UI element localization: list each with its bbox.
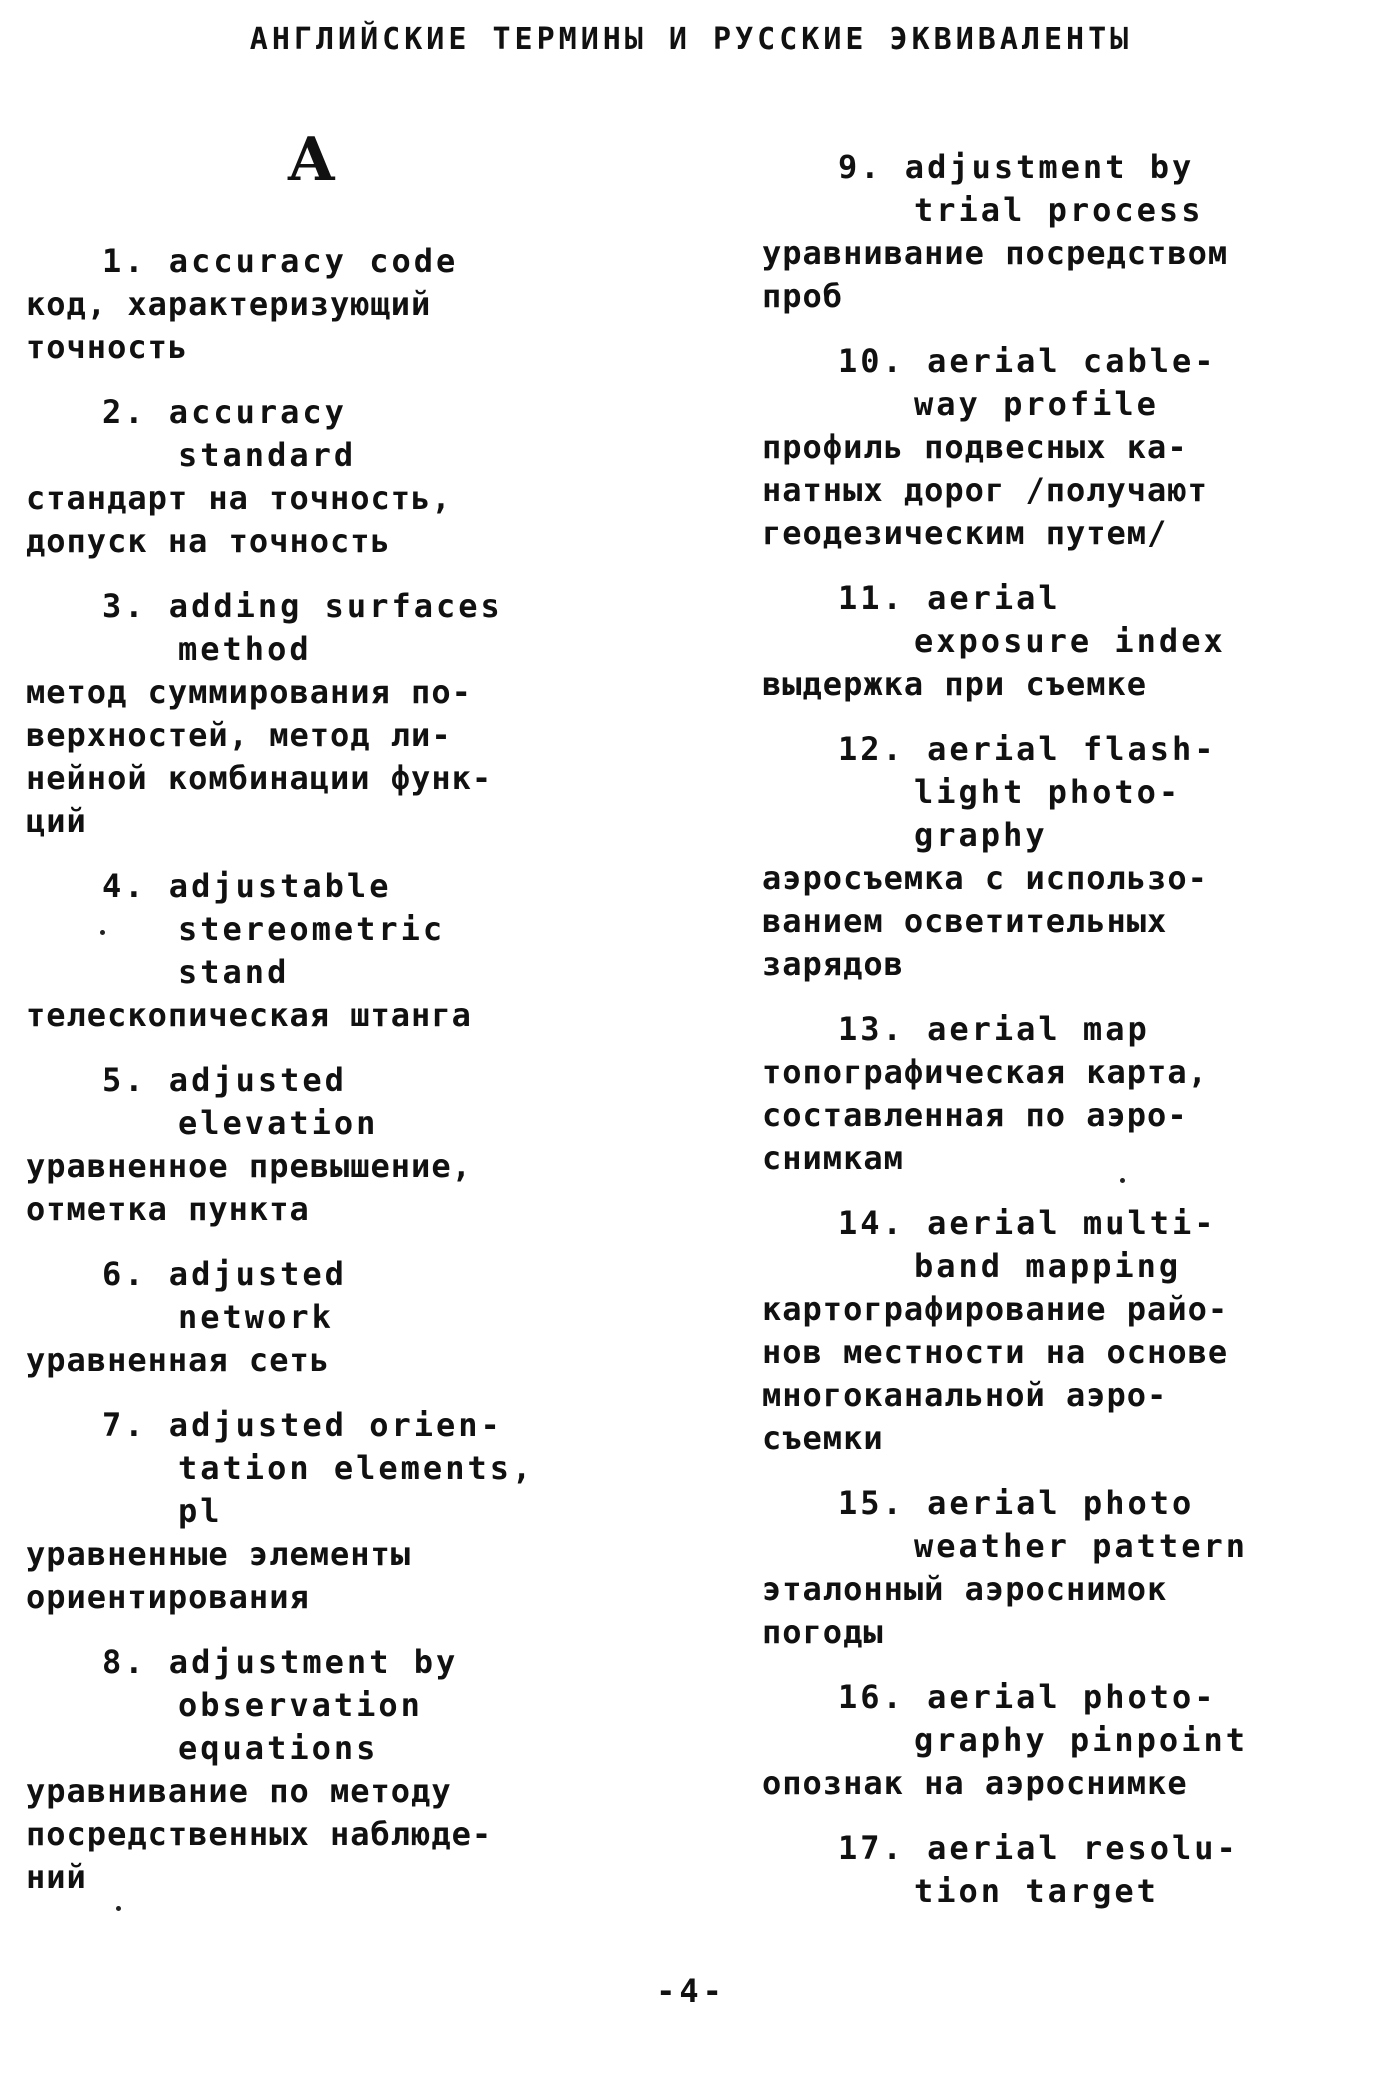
term-line: 7. adjusted orien-: [102, 1406, 503, 1444]
translation-line: уравнивание по методу: [26, 1772, 452, 1810]
translation-line: уравненные элементы: [26, 1535, 412, 1573]
term-line: 10. aerial cable-: [838, 342, 1217, 380]
entry-term: [762, 1008, 1362, 1051]
glossary-entry: [26, 391, 646, 563]
term-line: 5. adjusted: [102, 1061, 347, 1099]
section-letter: A: [288, 125, 335, 195]
glossary-entry: [762, 146, 1362, 318]
translation-line: погоды: [762, 1613, 884, 1651]
term-line: 1. accuracy code: [102, 242, 459, 280]
term-line: graphy pinpoint: [914, 1721, 1248, 1759]
translation-line: отметка пункта: [26, 1190, 310, 1228]
translation-line: уравненное превышение,: [26, 1147, 472, 1185]
term-line: 16. aerial photo-: [838, 1678, 1217, 1716]
left-entry-list: [26, 240, 646, 1899]
glossary-entry: [762, 1008, 1362, 1180]
translation-line: проб: [762, 277, 844, 315]
glossary-entry: [26, 1404, 646, 1619]
translation-line: уравненная сеть: [26, 1341, 330, 1379]
term-line: standard: [178, 436, 357, 474]
term-line: tion target: [914, 1872, 1159, 1910]
glossary-entry: [26, 1253, 646, 1382]
translation-line: многоканальной аэро-: [762, 1376, 1168, 1414]
translation-line: ций: [26, 802, 87, 840]
entry-term: [26, 1404, 646, 1533]
left-column: [26, 120, 646, 1921]
translation-line: код, характеризующий: [26, 285, 432, 323]
translation-line: аэросъемка с использо-: [762, 859, 1208, 897]
entry-term: [26, 1059, 646, 1145]
term-line: equations: [178, 1729, 379, 1767]
entry-term: [26, 240, 646, 283]
term-line: network: [178, 1298, 334, 1336]
entry-term: [26, 391, 646, 477]
translation-line: геодезическим путем/: [762, 514, 1168, 552]
term-line: 2. accuracy: [102, 393, 347, 431]
translation-line: профиль подвесных ка-: [762, 428, 1188, 466]
term-line: 17. aerial resolu-: [838, 1829, 1239, 1867]
term-line: 14. aerial multi-: [838, 1204, 1217, 1242]
glossary-entry: [26, 1641, 646, 1899]
term-line: 15. aerial photo: [838, 1484, 1195, 1522]
translation-line: допуск на точность: [26, 522, 391, 560]
term-line: 12. aerial flash-: [838, 730, 1217, 768]
term-line: 3. adding surfaces: [102, 587, 503, 625]
term-line: method: [178, 630, 312, 668]
right-column: [762, 146, 1362, 1935]
glossary-entry: [762, 340, 1362, 555]
term-line: trial process: [914, 191, 1204, 229]
translation-line: ванием осветительных: [762, 902, 1168, 940]
translation-line: выдержка при съемке: [762, 665, 1148, 703]
translation-line: ний: [26, 1858, 87, 1896]
term-line: weather pattern: [914, 1527, 1248, 1565]
translation-line: верхностей, метод ли-: [26, 716, 452, 754]
translation-line: зарядов: [762, 945, 904, 983]
entry-term: [762, 1482, 1362, 1568]
term-line: stand: [178, 953, 290, 991]
glossary-entry: [762, 728, 1362, 986]
term-line: 13. aerial map: [838, 1010, 1150, 1048]
translation-line: эталонный аэроснимок: [762, 1570, 1168, 1608]
entry-term: [762, 1827, 1362, 1913]
translation-line: картографирование райо-: [762, 1290, 1229, 1328]
translation-line: уравнивание посредством: [762, 234, 1229, 272]
entry-term: [26, 1641, 646, 1770]
right-entry-list: [762, 146, 1362, 1913]
term-line: exposure index: [914, 622, 1226, 660]
entry-term: [26, 865, 646, 994]
term-line: stereometric: [178, 910, 446, 948]
entry-term: [762, 1676, 1362, 1762]
translation-line: нейной комбинации функ-: [26, 759, 493, 797]
glossary-entry: [762, 1676, 1362, 1805]
entry-term: [762, 340, 1362, 426]
glossary-entry: [762, 577, 1362, 706]
translation-line: ориентирования: [26, 1578, 310, 1616]
translation-line: топографическая карта,: [762, 1053, 1208, 1091]
term-line: elevation: [178, 1104, 379, 1142]
translation-line: нов местности на основе: [762, 1333, 1229, 1371]
glossary-entry: [762, 1482, 1362, 1654]
term-line: 6. adjusted: [102, 1255, 347, 1293]
entry-term: [26, 585, 646, 671]
translation-line: точность: [26, 328, 189, 366]
scan-speck: [116, 1906, 121, 1911]
glossary-entry: [26, 585, 646, 843]
translation-line: натных дорог /получают: [762, 471, 1208, 509]
translation-line: составленная по аэро-: [762, 1096, 1188, 1134]
term-line: tation elements,: [178, 1449, 535, 1487]
translation-line: посредственных наблюде-: [26, 1815, 493, 1853]
entry-term: [762, 1202, 1362, 1288]
translation-line: опознак на аэроснимке: [762, 1764, 1188, 1802]
term-line: 4. adjustable: [102, 867, 392, 905]
translation-line: метод суммирования по-: [26, 673, 472, 711]
translation-line: телескопическая штанга: [26, 996, 472, 1034]
term-line: pl: [178, 1492, 223, 1530]
term-line: way profile: [914, 385, 1159, 423]
entry-term: [762, 728, 1362, 857]
page-number: -4-: [656, 1972, 726, 2010]
translation-line: снимкам: [762, 1139, 904, 1177]
glossary-entry: [26, 865, 646, 1037]
translation-line: стандарт на точность,: [26, 479, 452, 517]
term-line: 8. adjustment by: [102, 1643, 459, 1681]
entry-term: [762, 577, 1362, 663]
term-line: band mapping: [914, 1247, 1182, 1285]
scan-speck: [100, 930, 105, 935]
entry-term: [26, 1253, 646, 1339]
glossary-entry: [26, 1059, 646, 1231]
term-line: 9. adjustment by: [838, 148, 1195, 186]
glossary-entry: [26, 240, 646, 369]
term-line: observation: [178, 1686, 423, 1724]
term-line: graphy: [914, 816, 1048, 854]
translation-line: съемки: [762, 1419, 884, 1457]
glossary-entry: [762, 1827, 1362, 1913]
term-line: 11. aerial: [838, 579, 1061, 617]
scan-speck: [1120, 1178, 1125, 1183]
page-title: АНГЛИЙСКИЕ ТЕРМИНЫ И РУССКИЕ ЭКВИВАЛЕНТЫ: [249, 22, 1133, 57]
term-line: light photo-: [914, 773, 1182, 811]
entry-term: [762, 146, 1362, 232]
glossary-entry: [762, 1202, 1362, 1460]
